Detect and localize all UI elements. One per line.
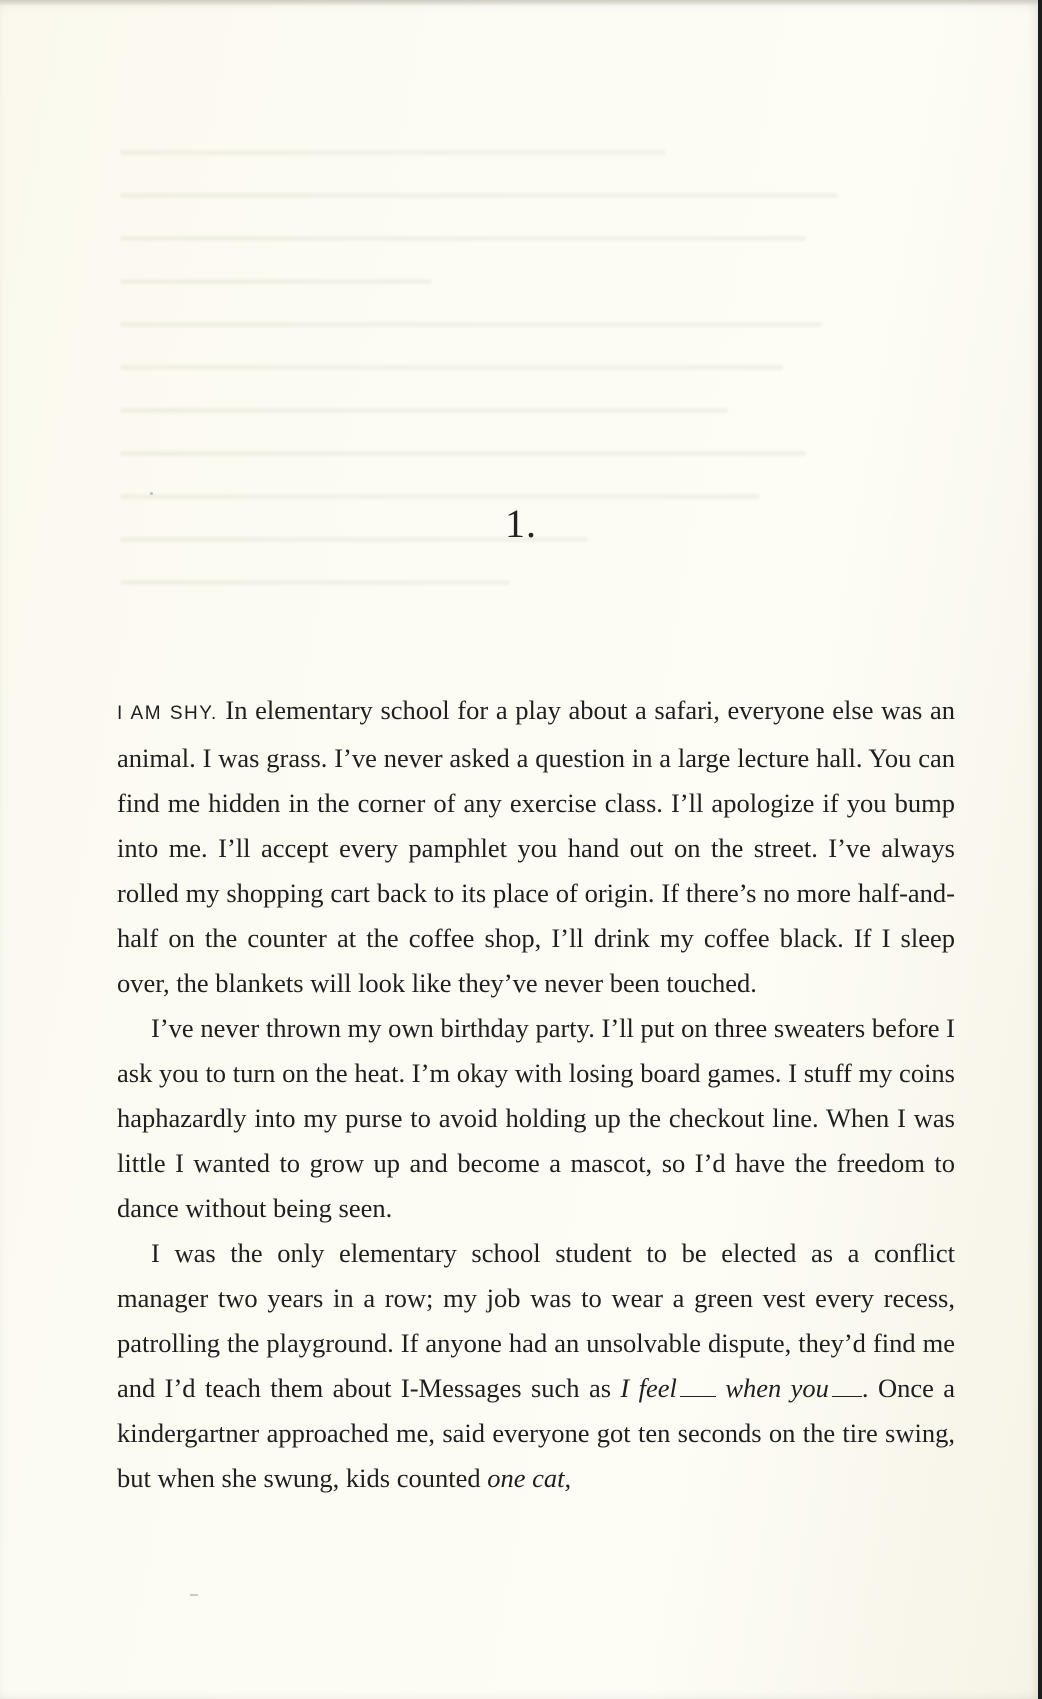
italic-one-cat: one cat, (487, 1463, 572, 1493)
paper-mark (190, 1594, 198, 1596)
paragraph-2-text: I’ve never thrown my own birthday party. I’ll put on three sweaters before I ask you to turn on the heat. I’m okay with losing board games. I stuff my coins haphazardly into my purse to avoid holding up the checkout line. When I was little I wanted to grow up and become a mascot, so I’d have the freedom to dance without being seen. (117, 1013, 955, 1223)
paragraph-3-text-a: I was the only elementary school student to be elected as a conflict manager two years in a row; my job was to wear a green vest every recess, patrolling the playground. If anyone had an unsolvable dispute, they’d find me and I’d teach them about I-Messages such as (117, 1238, 955, 1403)
body-text (117, 688, 955, 1501)
italic-when-you: when you (725, 1373, 829, 1403)
paper-speck (150, 492, 153, 495)
chapter-number: 1. (505, 501, 537, 546)
paragraph-3 (117, 1231, 955, 1501)
page-right-edge (1038, 0, 1042, 1699)
page-top-shadow (0, 0, 1042, 6)
bleed-through-texture (120, 150, 900, 670)
italic-i-feel: I feel (620, 1373, 677, 1403)
opening-smallcaps: I AM SHY. (117, 703, 218, 724)
paragraph-1-text: In elementary school for a play about a safari, everyone else was an animal. I was grass. I’ve never asked a question in a large lecture hall. You can find me hidden in the corner of any exercise class. I’ll apologize if you bump into me. I’ll accept every pamphlet you hand out on the street. I’ve always rolled my shopping cart back to its place of origin. If there’s no more half-and-half on the counter at the coffee shop, I’ll drink my coffee black. If I sleep over, the blankets will look like they’ve never been touched. (117, 695, 956, 998)
paragraph-3-text-b: . Once a kindergartner approached me, said everyone got ten seconds on the tire swing, but when she swung, kids counted (117, 1373, 956, 1493)
paragraph-2 (117, 1006, 955, 1231)
fill-in-blank-2 (832, 1395, 862, 1397)
paragraph-1 (117, 688, 955, 1006)
fill-in-blank-1 (680, 1395, 716, 1397)
